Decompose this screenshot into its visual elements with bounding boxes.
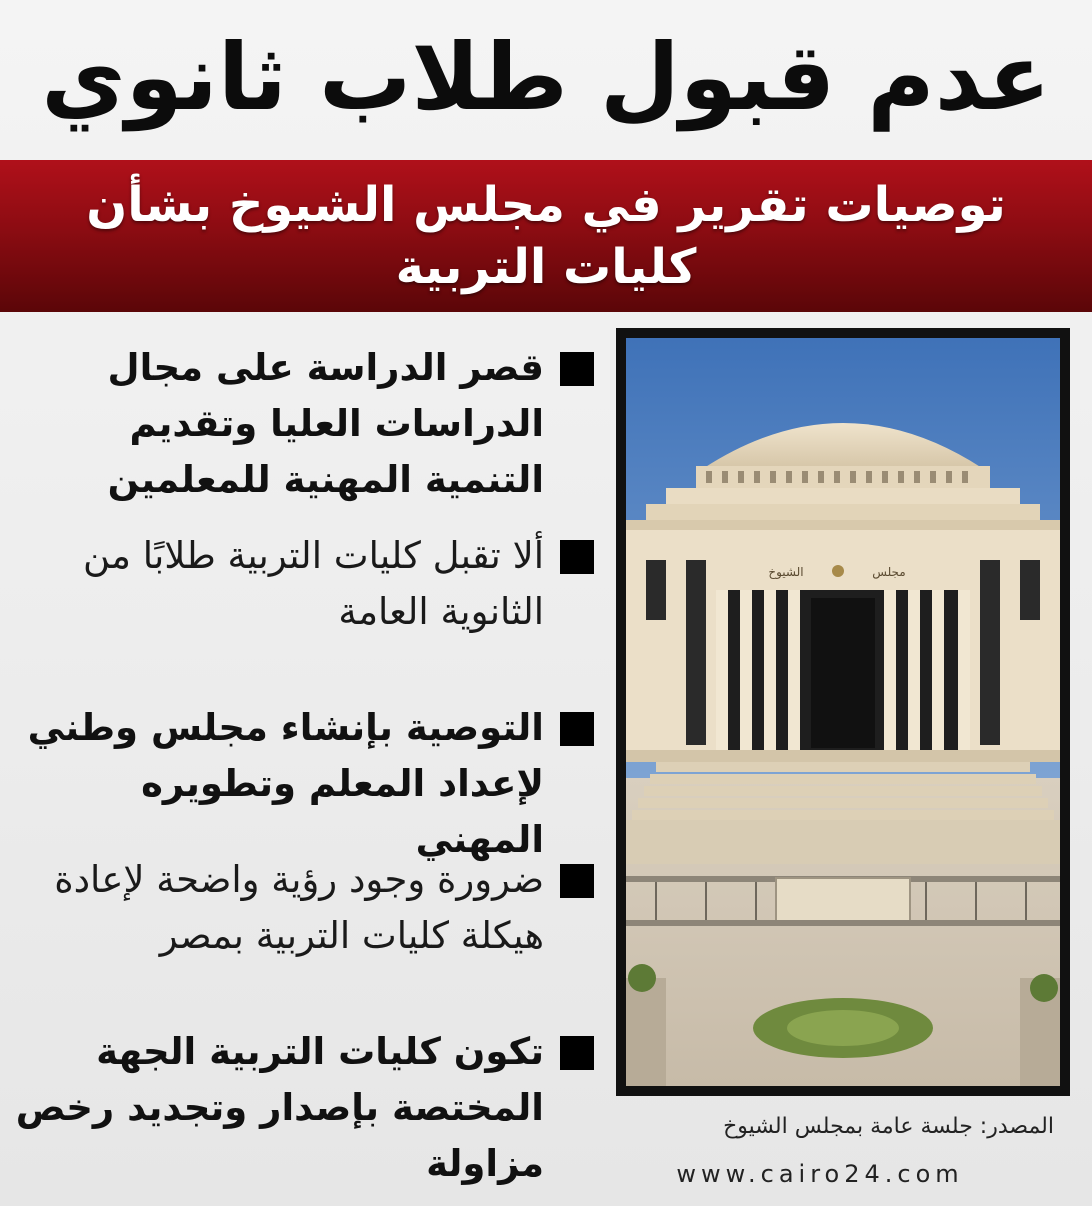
bullet-square-icon <box>560 540 594 574</box>
list-item-text: ضرورة وجود رؤية واضحة لإعادة هيكلة كليات التربية بمصر <box>54 858 544 957</box>
list-item <box>10 1024 600 1192</box>
source-caption: المصدر: جلسة عامة بمجلس الشيوخ <box>723 1114 1054 1139</box>
bullet-square-icon <box>560 864 594 898</box>
list-item-text: التوصية بإنشاء مجلس وطني لإعداد المعلم وتطويره المهني <box>27 706 544 861</box>
bullet-square-icon <box>560 352 594 386</box>
list-item <box>10 528 600 640</box>
list-item <box>10 700 600 868</box>
website-url: www.cairo24.com <box>676 1160 964 1188</box>
bullet-square-icon <box>560 1036 594 1070</box>
building-sign-right: مجلس <box>872 565 906 579</box>
banner-line-2: كليات التربية <box>395 239 697 295</box>
bullet-square-icon <box>560 712 594 746</box>
building-sign-left: الشيوخ <box>768 565 804 579</box>
senate-building-photo <box>616 328 1070 1096</box>
headline: عدم قبول طلاب ثانوي <box>41 24 1051 131</box>
subtitle-banner <box>0 160 1092 312</box>
list-item-text: قصر الدراسة على مجال الدراسات العليا وتقديم التنمية المهنية للمعلمين <box>107 346 544 501</box>
list-item-text: ألا تقبل كليات التربية طلابًا من الثانوية العامة <box>82 534 544 633</box>
list-item <box>10 340 600 508</box>
list-item-text: تكون كليات التربية الجهة المختصة بإصدار وتجديد رخص مزاولة <box>15 1030 544 1185</box>
list-item <box>10 852 600 964</box>
banner-line-1: توصيات تقرير في مجلس الشيوخ بشأن <box>86 177 1006 233</box>
